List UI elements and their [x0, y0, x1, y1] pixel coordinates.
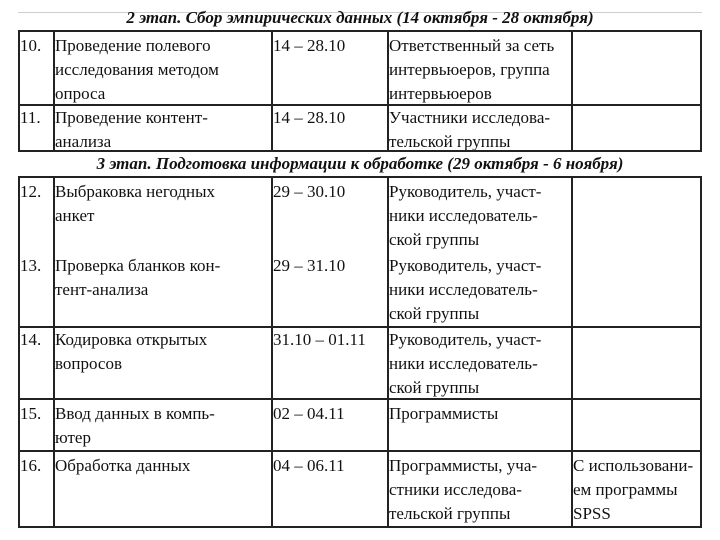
cell-text: интервьюеров: [389, 84, 492, 103]
cell-text: ем программы: [573, 480, 678, 499]
cell-text: 04 – 06.11: [273, 456, 345, 475]
cell-text: 14 – 28.10: [273, 36, 346, 55]
cell-text: Проведение контент-: [55, 108, 208, 127]
cell-text: опроса: [55, 84, 106, 103]
dates-cell: [273, 104, 389, 150]
responsible-cell: [389, 452, 573, 526]
dates-cell: [273, 400, 389, 450]
cell-text: 02 – 04.11: [273, 404, 345, 423]
note-cell: [573, 178, 702, 326]
cell-text: 29 – 31.10: [273, 256, 346, 275]
row-number: [18, 452, 55, 526]
cell-text: тельской группы: [389, 504, 511, 523]
cell-text: Обработка данных: [55, 456, 191, 475]
cell-text: ской группы: [389, 230, 480, 249]
responsible-cell: [389, 104, 573, 150]
table-row: [18, 326, 702, 400]
note-cell: [573, 452, 702, 526]
table-row: [18, 452, 702, 528]
cell-text: Программисты, уча-: [389, 456, 538, 475]
cell-text: анкет: [55, 206, 95, 225]
stage-3-heading: 3 этап. Подготовка информации к обработке (29 октября - 6 ноября): [96, 154, 624, 173]
cell-text: исследования методом: [55, 60, 219, 79]
row-number: [18, 400, 55, 450]
cell-text: Кодировка открытых: [55, 330, 208, 349]
responsible-cell: [389, 32, 573, 104]
note-cell: [573, 104, 702, 150]
note-cell: [573, 400, 702, 450]
table-row: [18, 30, 702, 106]
cell-text: 15.: [20, 404, 42, 423]
cell-text: вопросов: [55, 354, 123, 373]
cell-text: Руководитель, участ-: [389, 182, 542, 201]
cell-text: тельской группы: [389, 132, 511, 150]
cell-text: Проведение полевого: [55, 36, 211, 55]
note-cell: [573, 32, 702, 104]
cell-text: ники исследователь-: [389, 280, 538, 299]
cell-text: ники исследователь-: [389, 354, 538, 373]
row-number: [18, 104, 55, 150]
cell-text: 10.: [20, 36, 42, 55]
dates-cell: [273, 452, 389, 526]
cell-text: 14 – 28.10: [273, 108, 346, 127]
row-number: [18, 178, 55, 326]
task-cell: [55, 178, 273, 326]
cell-text: Выбраковка негодных: [55, 182, 216, 201]
dates-cell: [273, 32, 389, 104]
cell-text: Ответственный за сеть: [389, 36, 555, 55]
row-number: [18, 326, 55, 398]
cell-text: стники исследова-: [389, 480, 522, 499]
task-cell: [55, 326, 273, 398]
task-cell: [55, 452, 273, 526]
cell-text: Программисты: [389, 404, 499, 423]
task-cell: [55, 32, 273, 104]
cell-text: Ввод данных в компь-: [55, 404, 215, 423]
cell-text: 12.: [20, 182, 42, 201]
cell-text: интервьюеров, группа: [389, 60, 550, 79]
cell-text: ской группы: [389, 378, 480, 397]
table-row-group: [18, 176, 702, 328]
cell-text: 14.: [20, 330, 42, 349]
cell-text: ской группы: [389, 304, 480, 323]
cell-text: анализа: [55, 132, 112, 150]
responsible-cell: [389, 400, 573, 450]
cell-text: 29 – 30.10: [273, 182, 346, 201]
responsible-cell: [389, 326, 573, 398]
table-row: [18, 104, 702, 152]
dates-cell: [273, 178, 389, 326]
dates-cell: [273, 326, 389, 398]
cell-text: 11.: [20, 108, 41, 127]
cell-text: SPSS: [573, 504, 611, 523]
cell-text: Проверка бланков кон-: [55, 256, 221, 275]
cell-text: 31.10 – 01.11: [273, 330, 366, 349]
cell-text: С использовани-: [573, 456, 694, 475]
stage-2-heading: 2 этап. Сбор эмпирических данных (14 октября - 28 октября): [126, 8, 594, 27]
cell-text: ники исследователь-: [389, 206, 538, 225]
note-cell: [573, 326, 702, 398]
cell-text: 16.: [20, 456, 42, 475]
cell-text: тент-анализа: [55, 280, 149, 299]
row-number: [18, 32, 55, 104]
cell-text: Руководитель, участ-: [389, 330, 542, 349]
cell-text: 13.: [20, 256, 42, 275]
responsible-cell: [389, 178, 573, 326]
task-cell: [55, 104, 273, 150]
table-row: [18, 400, 702, 452]
cell-text: Участники исследова-: [389, 108, 551, 127]
cell-text: Руководитель, участ-: [389, 256, 542, 275]
cell-text: ютер: [55, 428, 91, 447]
task-cell: [55, 400, 273, 450]
